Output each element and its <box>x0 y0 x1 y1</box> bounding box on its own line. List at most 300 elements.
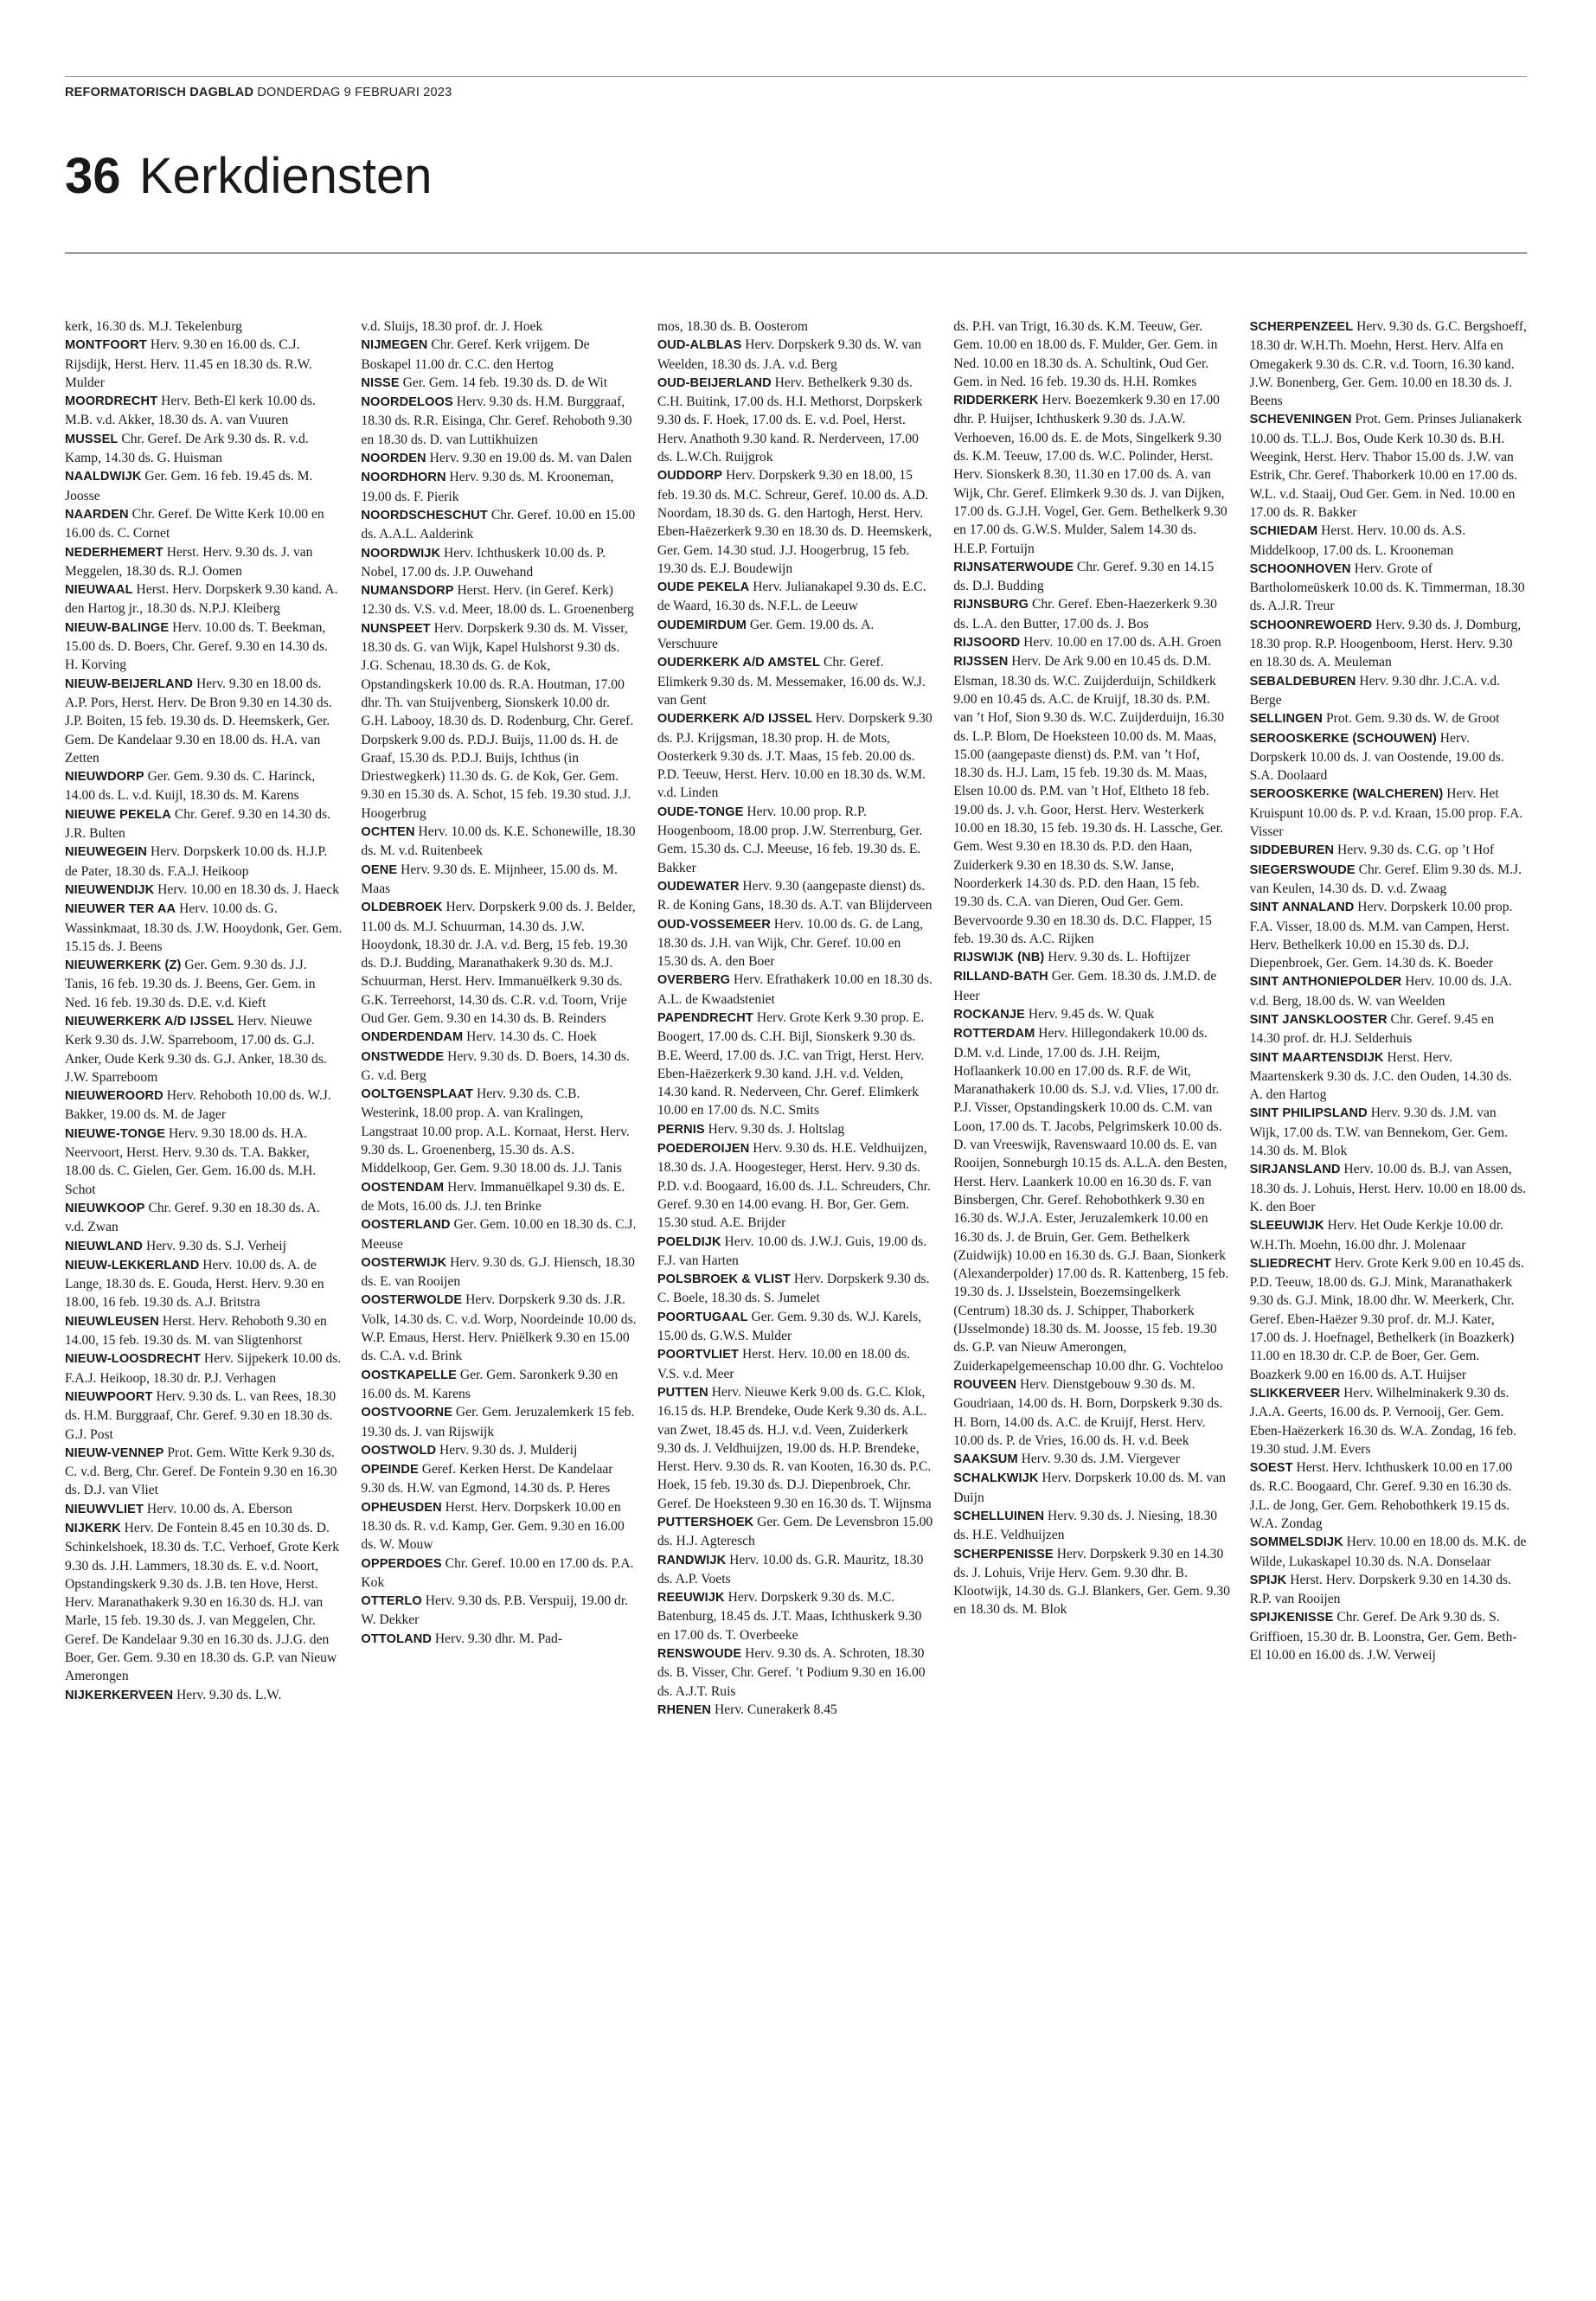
service-entry <box>361 581 638 619</box>
entry-place: SPIJKENISSE <box>1249 1611 1334 1625</box>
entry-text: Herv. 9.30 dhr. M. Pad- <box>434 1631 563 1646</box>
service-entry <box>1250 785 1527 841</box>
entry-place: SINT ANTHONIEPOLDER <box>1249 975 1402 990</box>
service-entry <box>65 1500 342 1519</box>
service-entry <box>657 317 934 336</box>
entry-place: OOSTVOORNE <box>361 1406 453 1420</box>
service-entry <box>361 1592 638 1630</box>
entry-place: PUTTERSHOEK <box>657 1516 754 1529</box>
entry-place: NIEUWKOOP <box>65 1201 145 1215</box>
service-entry <box>65 1199 342 1237</box>
entry-place: SCHIEDAM <box>1249 524 1318 539</box>
service-entry <box>953 1024 1230 1375</box>
service-entry <box>657 1701 934 1720</box>
service-entry <box>65 580 342 619</box>
entry-text: Herv. De Ark 9.00 en 10.45 ds. D.M. Elsman, 18.30 ds. W.C. Zuijderduijn, Schildkerk 9.00 en 10.45 ds. A.C. de Kruijf, 18.30 ds. P.M. van ’t Hof, Sion 9.30 ds. W.C. Zuijderduijn, 16.30 ds. L.P. Blom, De Hoeksteen 10.00 ds. M. Maas, 15.00 (aangepaste dienst) ds. P.M. van ’t Hof, 18.30 ds. H.J. Lam, 15 feb. 19.30 ds. M. Maas, Elsen 10.00 ds. P.M. van ’t Hof, Eltheto 18 feb. 19.00 ds. J. v.h. Goor, Herst. Herv. Westerkerk 10.00 en 18.30, 15 feb. 19.30 ds. H. Lassche, Ger. Gem. West 9.30 en 18.30 ds. P.D. den Haan, Zuiderkerk 9.30 en 18.30 ds. S.W. Janse, Noorderkerk 14.30 ds. P.D. den Haan, 15 feb. 19.30 ds. C.A. van Dieren, Oud Ger. Gem. Bevervoorde 9.30 en 18.30 ds. D.C. Flapper, 15 feb. 19.30 ds. A.C. Rijken <box>953 654 1225 946</box>
entry-place: PAPENDRECHT <box>657 1010 753 1025</box>
entry-text: Ger. Gem. Saronkerk 9.30 en 16.00 ds. M. Karens <box>361 1367 619 1401</box>
service-entry <box>65 1444 342 1500</box>
service-entry <box>65 1686 342 1705</box>
entry-place: SLIEDRECHT <box>1249 1256 1331 1271</box>
entry-text: Ger. Gem. 9.30 ds. W.J. Karels, 15.00 ds. G.W.S. Mulder <box>657 1309 922 1344</box>
service-entry <box>657 1551 934 1589</box>
service-entry <box>1250 709 1527 728</box>
entry-text: Ger. Gem. 14 feb. 19.30 ds. D. de Wit <box>402 375 608 390</box>
entry-text: Ger. Gem. 16 feb. 19.45 ds. M. Joosse <box>65 469 313 503</box>
entry-place: OUDEWATER <box>657 879 740 894</box>
entry-text: Herst. Herv. 10.00 ds. A.S. Middelkoop, 17.00 ds. L. Krooneman <box>1249 523 1466 558</box>
service-entry <box>361 336 638 374</box>
entry-text: Herv. 9.30 18.00 ds. H.A. Neervoort, Herst. Herv. 9.30 ds. T.A. Bakker, 18.00 ds. C. Gielen, Ger. Gem. 16.00 ds. M.H. Schot <box>65 1125 317 1197</box>
entry-text: ds. P.H. van Trigt, 16.30 ds. K.M. Teeuw, Ger. Gem. 10.00 en 18.00 ds. F. Mulder, Ger. Gem. in Ned. 10.00 en 18.30 ds. A. Schultink, Oud Ger. Gem. in Ned. 16 feb. 19.30 ds. H.H. Romkes <box>953 319 1218 389</box>
entry-place: NIEUWER TER AA <box>65 902 176 917</box>
service-entry <box>1250 522 1527 560</box>
service-entry <box>1250 1608 1527 1664</box>
entry-text: Herv. 10.00 ds. A. Eberson <box>146 1501 292 1516</box>
entry-place: NIEUW-LOOSDRECHT <box>65 1352 201 1367</box>
service-entry <box>657 466 934 578</box>
entry-text: Chr. Geref. 9.30 en 18.30 ds. A. v.d. Zwan <box>65 1200 320 1235</box>
entry-text: Herst. Herv. Dorpskerk 9.30 kand. A. den Hartog jr., 18.30 ds. N.P.J. Kleiberg <box>65 582 338 617</box>
entry-text: Herv. Grote of Bartholomeüskerk 10.00 ds. K. Timmerman, 18.30 ds. A.J.R. Treur <box>1249 561 1525 614</box>
service-entry <box>1250 1010 1527 1048</box>
service-entry <box>65 1388 342 1444</box>
service-entry <box>361 468 638 506</box>
entry-text: Ger. Gem. 9.30 ds. J.J. Tanis, 16 feb. 19.30 ds. J. Beens, Ger. Gem. in Ned. 16 feb. 19.30 ds. D.E. v.d. Kieft <box>65 958 316 1010</box>
entry-text: Herv. Het Kruispunt 10.00 ds. P. v.d. Kraan, 15.00 prop. F.A. Visser <box>1249 786 1523 840</box>
entry-text: Herv. Sijpekerk 10.00 ds. F.A.J. Heikoop, 18.30 dr. P.J. Verhagen <box>65 1351 342 1386</box>
service-entry <box>361 393 638 449</box>
entry-place: RIDDERKERK <box>953 394 1039 408</box>
service-entry <box>361 506 638 544</box>
entry-text: Herst. Herv. Ichthuskerk 10.00 en 17.00 ds. R.C. Boogaard, Chr. Geref. 9.30 en 16.30 ds. J.L. de Jong, Ger. Gem. Rehobothkerk 19.15 ds. W.A. Zondag <box>1249 1460 1513 1531</box>
service-entry <box>65 843 342 881</box>
service-entry <box>657 336 934 374</box>
service-entry <box>65 392 342 430</box>
entry-text: Chr. Geref. Eben-Haezerkerk 9.30 ds. L.A. den Butter, 17.00 ds. J. Bos <box>953 597 1217 631</box>
entry-place: OUD-BEIJERLAND <box>657 375 772 390</box>
entry-text: Herv. 9.30 ds. G.J. Hiensch, 18.30 ds. E. van Rooijen <box>361 1254 635 1290</box>
service-entry <box>1250 1160 1527 1216</box>
entry-place: SCHERPENISSE <box>953 1547 1054 1561</box>
entry-place: SIRJANSLAND <box>1249 1163 1341 1177</box>
entry-place: RIJSSEN <box>953 655 1009 670</box>
entry-place: SCHOONHOVEN <box>1249 561 1351 576</box>
service-entry <box>1250 1533 1527 1571</box>
entry-place: SLEEUWIJK <box>1249 1219 1324 1234</box>
entry-text: Herv. 9.30 en 18.00 ds. A.P. Pors, Herst. Herv. De Bron 9.30 en 14.30 ds. J.P. Boiten, 15 feb. 19.30 ds. D. Heemskerk, Ger. Gem. De Kandelaar 9.30 en 18.00 ds. H.A. van Zetten <box>65 676 332 766</box>
column-1 <box>65 317 342 2272</box>
entry-text: Herst. Herv. Maartenskerk 9.30 ds. J.C. den Ouden, 14.30 ds. A. den Hartog <box>1249 1049 1512 1103</box>
service-entry <box>657 1308 934 1346</box>
entry-place: NIJKERKERVEEN <box>65 1688 174 1702</box>
entry-text: Chr. Geref. 9.30 en 14.30 ds. J.R. Bulten <box>65 806 331 842</box>
entry-text: Herv. Nieuwe Kerk 9.00 ds. G.C. Klok, 16.15 ds. H.P. Brendeke, Oude Kerk 9.30 ds. A.L. van Zwet, 18.45 ds. H.J. v.d. Veen, Zuiderkerk 9.30 ds. J. Veldhuijzen, 19.00 ds. H.P. Brendeke, Herst. Herv. 9.30 ds. R. van Kooten, 16.30 ds. P.C. Hoek, 15 feb. 19.30 ds. D.J. Diepenbroek, Chr. Geref. De Hoeksteen 9.30 en 16.30 ds. T. Wijnsma <box>657 1384 932 1511</box>
column-4 <box>953 317 1230 2272</box>
service-entry <box>361 1630 638 1649</box>
service-entry <box>657 1513 934 1551</box>
service-entry <box>657 971 934 1009</box>
entry-text: Chr. Geref. De Witte Kerk 10.00 en 16.00 ds. C. Cornet <box>65 506 324 542</box>
entry-text: Prot. Gem. 9.30 ds. W. de Groot <box>1325 711 1500 727</box>
entry-place: SAAKSUM <box>953 1452 1018 1467</box>
service-entry <box>361 898 638 1028</box>
entry-place: OPEINDE <box>361 1463 419 1477</box>
service-entry <box>953 317 1230 391</box>
entry-text: Herv. 9.30 (aangepaste dienst) ds. R. de Koning Gans, 18.30 ds. A.T. van Blijderveen <box>657 878 933 913</box>
service-entry <box>657 1270 934 1308</box>
service-entry <box>1250 410 1527 522</box>
entry-text: Herv. De Fontein 8.45 en 10.30 ds. D. Schinkelshoek, 18.30 ds. T.C. Verhoef, Grote Kerk 9.30 ds. J.H. Lammers, 18.30 ds. E. v.d. Noort, Opstandingskerk 9.30 ds. J.B. ten Hove, Herst. Herv. Maranathakerk 9.30 en 16.30 ds. H.J. van Marle, 15 feb. 19.30 ds. J. van Meggelen, Chr. Geref. De Kandelaar 9.30 en 16.30 ds. J.J.G. den Boer, Ger. Gem. 9.30 en 18.30 ds. G.P. van Nieuw Amerongen <box>65 1521 340 1684</box>
entry-place: SIEGERSWOUDE <box>1249 862 1356 877</box>
entry-place: NIEUWE PEKELA <box>65 807 171 822</box>
entry-text: Herv. 9.30 ds. J. Niesing, 18.30 ds. H.E. Veldhuijzen <box>953 1509 1218 1543</box>
entry-place: OPPERDOES <box>361 1556 442 1571</box>
entry-place: POEDEROIJEN <box>657 1142 750 1157</box>
entry-text: Herv. 14.30 ds. C. Hoek <box>466 1029 597 1045</box>
entry-text: Herv. Dorpskerk 9.30 ds. C. Boele, 18.30 ds. S. Jumelet <box>657 1272 930 1306</box>
entry-text: Herv. Dorpskerk 10.00 ds. M. van Duijn <box>953 1471 1226 1505</box>
service-entry <box>657 616 934 654</box>
entry-place: OPHEUSDEN <box>361 1500 442 1515</box>
entry-text: Herv. Julianakapel 9.30 ds. E.C. de Waard, 16.30 ds. N.F.L. de Leeuw <box>657 580 926 614</box>
service-entry <box>1250 1571 1527 1609</box>
service-entry <box>361 1048 638 1086</box>
service-entry <box>65 1237 342 1256</box>
service-entry <box>361 449 638 468</box>
service-entry <box>361 861 638 899</box>
entry-text: Herv. Cunerakerk 8.45 <box>714 1702 837 1717</box>
entry-place: OOSTKAPELLE <box>361 1368 457 1382</box>
service-entry <box>361 544 638 582</box>
service-entry <box>953 1005 1230 1024</box>
service-entry <box>361 317 638 336</box>
entry-text: Herv. 10.00 ds. J.A. v.d. Berg, 18.00 ds. W. van Weelden <box>1249 974 1512 1009</box>
entry-text: Herv. Bethelkerk 9.30 ds. C.H. Buitink, 17.00 ds. H.I. Methorst, Dorpskerk 9.30 ds. F. Hoek, 17.00 ds. E. v.d. Poel, Herst. Herv. Anathoth 9.30 kand. R. Nerderveen, 17.00 ds. L.W.Ch. Ruijgrok <box>657 375 923 465</box>
entry-place: SCHOONREWOERD <box>1249 618 1373 632</box>
column-2 <box>361 317 638 2272</box>
service-entry <box>953 967 1230 1005</box>
entry-text: Herv. Dorpskerk 9.30 ds. W. van Weelden, 18.30 ds. J.A. v.d. Berg <box>657 337 922 372</box>
entry-text: Herv. Immanuëlkapel 9.30 ds. E. de Mots, 16.00 ds. J.J. ten Brinke <box>361 1179 625 1214</box>
entry-text: Herv. 9.30 ds. P.B. Verspuij, 19.00 dr. W. Dekker <box>361 1593 629 1628</box>
service-entry <box>953 1375 1230 1450</box>
service-entry <box>65 505 342 543</box>
entry-text: Chr. Geref. De Ark 9.30 ds. R. v.d. Kamp, 14.30 ds. G. Huisman <box>65 431 309 466</box>
entry-place: SELLINGEN <box>1249 712 1324 727</box>
service-entry <box>65 1086 342 1125</box>
entry-place: NOORDELOOS <box>361 395 453 410</box>
service-entry <box>657 653 934 709</box>
entry-text: Herv. 9.45 ds. W. Quak <box>1028 1006 1155 1022</box>
entry-place: OUD-VOSSEMEER <box>657 917 771 932</box>
entry-place: NOORDHORN <box>361 471 446 485</box>
entry-place: SEBALDEBUREN <box>1249 674 1356 689</box>
service-entry <box>65 619 342 675</box>
entry-place: OOSTERWIJK <box>361 1255 447 1270</box>
entry-text: Chr. Geref. 10.00 en 15.00 ds. A.A.L. Aalderink <box>361 507 636 542</box>
entry-place: OOLTGENSPLAAT <box>361 1087 474 1102</box>
service-entry <box>1250 616 1527 672</box>
service-entry <box>65 1349 342 1388</box>
service-entry <box>657 1139 934 1232</box>
entry-place: POORTVLIET <box>657 1348 740 1362</box>
entry-place: NIEUWAAL <box>65 583 133 598</box>
entry-place: OUDE-TONGE <box>657 804 744 819</box>
entry-place: REEUWIJK <box>657 1591 725 1606</box>
entry-text: Herv. Dorpskerk 10.00 ds. H.J.P. de Pater, 18.30 ds. F.A.J. Heikoop <box>65 844 328 879</box>
entry-place: NIEUWERKERK (Z) <box>65 958 182 973</box>
entry-text: Chr. Geref. Elim 9.30 ds. M.J. van Keulen, 14.30 ds. D. v.d. Zwaag <box>1249 862 1522 896</box>
entry-place: NIJKERK <box>65 1522 121 1535</box>
entry-text: Ger. Gem. De Levensbron 15.00 ds. H.J. Agteresch <box>657 1515 933 1549</box>
entry-text: Chr. Geref. 10.00 en 17.00 ds. P.A. Kok <box>361 1555 634 1590</box>
entry-text: Chr. Geref. 9.45 en 14.30 prof. dr. H.J. Selderhuis <box>1249 1011 1495 1047</box>
entry-text: Herv. 9.30 ds. A. Schroten, 18.30 ds. B. Visser, Chr. Geref. ’t Podium 9.30 en 16.00 ds. A.J.T. Ruis <box>657 1646 926 1699</box>
service-entry <box>657 877 934 915</box>
entry-text: Herv. Het Oude Kerkje 10.00 dr. W.H.Th. Moehn, 16.00 dhr. J. Molenaar <box>1249 1218 1503 1253</box>
entry-place: ONSTWEDDE <box>361 1049 445 1064</box>
service-entry <box>65 543 342 581</box>
entry-place: OVERBERG <box>657 973 731 988</box>
service-entry <box>1250 1048 1527 1105</box>
entry-text: Ger. Gem. Jeruzalemkerk 15 feb. 19.30 ds. J. van Rijswijk <box>361 1405 635 1439</box>
entry-place: SPIJK <box>1249 1573 1287 1587</box>
service-entry <box>361 1178 638 1216</box>
entry-text: Herv. Dorpskerk 9.30 ds. P.J. Krijgsman, 18.30 prop. H. de Mots, Oosterkerk 9.30 ds. J.T. Maas, 15 feb. 20.00 ds. P.D. Teeuw, Herst. Herv. 10.00 en 18.30 ds. W.M. v.d. Linden <box>657 711 933 801</box>
entry-place: SEROOSKERKE (WALCHEREN) <box>1249 787 1444 802</box>
entry-text: Herv. 10.00 en 18.00 ds. M.K. de Wilde, Lukaskapel 10.30 ds. N.A. Donselaar <box>1249 1535 1527 1569</box>
entry-place: NIEUWLAND <box>65 1239 144 1253</box>
entry-place: POORTUGAAL <box>657 1310 748 1324</box>
entry-place: NIEUWPOORT <box>65 1389 153 1404</box>
entry-text: Herv. 9.30 ds. E. Mijnheer, 15.00 ds. M. Maas <box>361 862 618 896</box>
entry-text: Herst. Herv. (in Geref. Kerk) 12.30 ds. V.S. v.d. Meer, 18.00 ds. L. Groenenberg <box>361 583 634 618</box>
entry-place: SOMMELSDIJK <box>1249 1535 1343 1550</box>
entry-text: Herv. 10.00 ds. K.E. Schonewille, 18.30 ds. M. v.d. Ruitenbeek <box>361 824 636 859</box>
entry-place: NOORDEN <box>361 452 426 466</box>
entry-place: SOEST <box>1249 1461 1293 1476</box>
entry-place: NISSE <box>361 375 400 390</box>
service-entry <box>953 652 1230 948</box>
service-entry <box>361 823 638 861</box>
service-entry <box>953 1469 1230 1507</box>
service-entry <box>953 948 1230 967</box>
entry-text: Herv. Grote Kerk 9.30 prop. E. Boogert, 17.00 ds. C.H. Bijl, Sionskerk 9.30 ds. B.E. Weerd, 17.00 ds. J.C. van Trigt, Herst. Herv. Eben-Haëzerkerk 9.30 kand. J.H. v.d. Velden, 14.30 kand. R. Nederveen, Chr. Geref. Elimkerk 10.00 en 17.00 ds. N.C. Smits <box>657 1009 925 1118</box>
masthead-paper-name: REFORMATORISCH DAGBLAD <box>65 86 254 99</box>
service-entry <box>657 1233 934 1271</box>
entry-text: Herv. 10.00 ds. B.J. van Assen, 18.30 ds. J. Lohuis, Herst. Herv. 10.00 en 18.00 ds. K. den Boer <box>1249 1162 1527 1215</box>
column-5 <box>1250 317 1527 2272</box>
entry-place: NIEUW-VENNEP <box>65 1445 164 1460</box>
service-entry <box>953 558 1230 596</box>
service-entry <box>65 1012 342 1086</box>
page-title: Kerkdiensten <box>139 148 433 204</box>
entry-place: NOORDWIJK <box>361 546 441 561</box>
entry-text: Herv. 9.30 en 16.00 ds. C.J. Rijsdijk, Herst. Herv. 11.45 en 18.30 ds. R.W. Mulder <box>65 337 312 390</box>
entry-text: Herv. Dorpskerk 9.30 en 14.30 ds. J. Lohuis, Vrije Herv. Gem. 9.30 dhr. B. Klootwijk, 14.30 ds. G.J. Blankers, Ger. Gem. 9.30 en 18.30 ds. M. Blok <box>953 1546 1230 1618</box>
service-entry <box>1250 1254 1527 1384</box>
entry-text: Herv. Dorpskerk 10.00 ds. J. van Oostende, 19.00 ds. S.A. Doolaard <box>1249 730 1504 784</box>
entry-text: Herv. Nieuwe Kerk 9.30 ds. J.W. Sparreboom, 17.00 ds. G.J. Anker, Oude Kerk 9.30 ds. G.J. Anker, 18.30 ds. J.W. Sparreboom <box>65 1013 327 1085</box>
entry-place: POELDIJK <box>657 1234 721 1249</box>
entry-place: SCHERPENZEEL <box>1249 320 1354 334</box>
entry-text: Herv. 9.30 ds. J.M. Viergever <box>1021 1452 1180 1467</box>
entry-text: Chr. Geref. 9.30 en 14.15 ds. D.J. Budding <box>953 559 1215 594</box>
service-entry <box>1250 1104 1527 1160</box>
entry-place: OUDEMIRDUM <box>657 618 747 632</box>
entry-place: NEDERHEMERT <box>65 545 163 560</box>
entry-text: Herv. 9.30 ds. H.M. Burggraaf, 18.30 ds. R.R. Eisinga, Chr. Geref. Rehoboth 9.30 en 18.30 ds. D. van Luttikhuizen <box>361 394 632 447</box>
entry-text: Herv. 9.30 ds. L. van Rees, 18.30 ds. H.M. Burggraaf, Chr. Geref. 9.30 en 18.30 ds. G.J. Post <box>65 1388 337 1442</box>
entry-place: NAARDEN <box>65 507 129 522</box>
entry-text: Herv. 9.30 ds. J. Holtslag <box>708 1121 845 1137</box>
entry-text: Herv. 9.30 ds. J.M. van Wijk, 17.00 ds. T.W. van Bennekom, Ger. Gem. 14.30 ds. M. Blok <box>1249 1106 1508 1159</box>
entry-text: Chr. Geref. Elimkerk 9.30 ds. M. Messemaker, 16.00 ds. W.J. van Gent <box>657 655 926 708</box>
service-entry <box>657 374 934 466</box>
entry-place: NIEUWEGEIN <box>65 845 148 860</box>
masthead-date: DONDERDAG 9 FEBRUARI 2023 <box>257 86 452 99</box>
entry-text: Herv. Dorpskerk 9.30 ds. J.R. Volk, 14.30 ds. C. v.d. Worp, Noordeinde 10.00 ds. W.P. Emaus, Herst. Herv. Pniëlkerk 9.30 en 15.00 ds. C.A. v.d. Brink <box>361 1292 637 1364</box>
entry-place: RIJSOORD <box>953 636 1021 651</box>
entry-text: mos, 18.30 ds. B. Oosterom <box>657 319 808 334</box>
entry-text: Herst. Herv. Dorpskerk 9.30 en 14.30 ds. R.P. van Rooijen <box>1249 1572 1512 1607</box>
entry-text: Herv. 10.00 en 17.00 ds. A.H. Groen <box>1023 635 1221 651</box>
service-entry <box>65 467 342 505</box>
entry-text: Herv. 9.30 ds. D. Boers, 14.30 ds. G. v.d. Berg <box>361 1048 630 1083</box>
page-number: 36 <box>65 148 121 204</box>
entry-place: PERNIS <box>657 1122 705 1137</box>
entry-place: NOORDSCHESCHUT <box>361 508 488 522</box>
entry-text: Herv. 10.00 en 18.30 ds. J. Haeck <box>157 881 340 897</box>
entry-text: Herv. 9.30 ds. M. Krooneman, 19.00 ds. F. Pierik <box>361 470 614 504</box>
service-entry <box>657 709 934 802</box>
entry-text: Herv. Boezemkerk 9.30 en 17.00 dhr. P. Huijser, Ichthuskerk 9.30 ds. J.A.W. Verhoeven, 16.00 ds. E. de Mots, Singelkerk 9.30 ds. K.M. Teeuw, 17.00 ds. W.C. Polinder, Herst. Herv. Sionskerk 8.30, 11.30 en 17.00 ds. A. van Wijk, Chr. Geref. Elimkerk 9.30 ds. J. van Dijken, 17.00 ds. G.J.H. Vogel, Ger. Gem. Bethelkerk 9.30 en 17.00 ds. G.W.S. Mulder, Salem 14.30 ds. H.E.P. Fortuijn <box>953 393 1227 556</box>
entry-text: Herv. 9.30 ds. H.E. Veldhuijzen, 18.30 ds. J.A. Hoogesteger, Herst. Herv. 9.30 ds. P.D. v.d. Boogaard, 16.00 ds. J.L. Schreuders, Chr. Geref. 9.30 en 14.00 evang. H. Bor, Ger. Gem. 15.30 stud. A.E. Brijder <box>657 1141 931 1231</box>
entry-place: OUDERKERK A/D AMSTEL <box>657 656 821 670</box>
masthead <box>65 76 1527 99</box>
entry-text: Prot. Gem. Witte Kerk 9.30 ds. C. v.d. Berg, Chr. Geref. De Fontein 9.30 en 16.30 ds. D.J. van Vliet <box>65 1445 337 1498</box>
entry-text: Herv. 10.00 ds. G. Wassinkmaat, 18.30 ds. J.W. Hooydonk, Ger. Gem. 15.15 ds. J. Beens <box>65 901 343 954</box>
entry-text: Herv. Dienstgebouw 9.30 ds. M. Goudriaan, 14.00 ds. H. Born, Dorpskerk 9.30 ds. H. Born, 14.00 ds. A.C. de Kruijf, Herst. Herv. 10.00 ds. P. de Vries, 16.00 ds. H. v.d. Beek <box>953 1376 1223 1448</box>
service-entry <box>65 767 342 805</box>
service-entry <box>953 633 1230 652</box>
entry-place: NIEUWEROORD <box>65 1089 163 1104</box>
entry-text: Herv. 9.30 ds. G.C. Bergshoeff, 18.30 dr. W.H.Th. Moehn, Herst. Herv. Alfa en Omegakerk 9.30 ds. C.R. v.d. Toorn, 16.30 kand. J.W. Bonenberg, Ger. Gem. 10.00 en 18.30 ds. J. Beens <box>1249 319 1527 409</box>
service-entry <box>657 915 934 971</box>
entry-place: RIJNSATERWOUDE <box>953 560 1074 574</box>
entry-text: Herst. Herv. 10.00 en 18.00 ds. V.S. v.d. Meer <box>657 1347 910 1381</box>
entry-text: Herv. 10.00 prop. R.P. Hoogenboom, 18.00 prop. J.W. Sterrenburg, Ger. Gem. 15.30 ds. C.J. Meeuse, 16 feb. 19.30 ds. E. Bakker <box>657 804 923 875</box>
service-entry <box>361 1215 638 1253</box>
entry-place: MUSSEL <box>65 432 119 446</box>
entry-place: OOSTERLAND <box>361 1218 451 1233</box>
entry-place: SINT JANSKLOOSTER <box>1249 1012 1388 1027</box>
entry-text: Herv. Dorpskerk 9.30 en 18.00, 15 feb. 19.30 ds. M.C. Schreur, Geref. 10.00 ds. A.D. Noordam, 18.30 ds. G. den Hartogh, Herst. Herv. Eben-Haëzerkerk 9.30 en 18.30 ds. D. Heemskerk, Ger. Gem. 14.30 stud. J.J. Hoogerbrug, 15 feb. 19.30 ds. E.J. Boudewijn <box>657 468 933 576</box>
service-entry <box>657 1009 934 1120</box>
entry-place: NIEUWENDIJK <box>65 882 155 897</box>
service-entry <box>1250 861 1527 899</box>
entry-text: Herv. Dorpskerk 9.30 ds. M. Visser, 18.30 ds. G. van Wijk, Kapel Hulshorst 9.30 ds. J.G. Schenau, 18.30 ds. G. de Kok, Opstandingskerk 10.00 ds. R.A. Houtman, 17.00 dhr. Th. van Stuijvenberg, Sionskerk 10.00 dr. G.H. Labooy, 18.30 ds. D. Rodenburg, Chr. Geref. Dorpskerk 9.00 ds. P.D.J. Buijs, 11.00 ds. H. de Graaf, 15.30 ds. P.D.J. Buijs, Ichthus (in Driestwegkerk) 11.30 ds. G. de Kok, Ger. Gem. 9.30 en 15.30 ds. A. Schot, 15 feb. 19.30 stud. J.J. Hoogerbrug <box>361 620 634 821</box>
service-entry <box>65 1125 342 1199</box>
entry-text: Herv. Rehoboth 10.00 ds. W.J. Bakker, 19.00 ds. M. de Jager <box>65 1088 331 1123</box>
entry-place: ROCKANJE <box>953 1007 1025 1022</box>
entry-place: OUDERKERK A/D IJSSEL <box>657 712 812 727</box>
entry-place: SINT MAARTENSDIJK <box>1249 1050 1384 1065</box>
service-entry <box>657 1644 934 1701</box>
entry-text: Herv. Beth-El kerk 10.00 ds. M.B. v.d. Akker, 18.30 ds. A. van Vuuren <box>65 394 316 428</box>
entry-text: Herst. Herv. Dorpskerk 10.00 en 18.30 ds. R. v.d. Kamp, Ger. Gem. 9.30 en 16.00 ds. W. Mouw <box>361 1499 625 1553</box>
entry-place: NUMANSDORP <box>361 584 454 599</box>
entry-place: POLSBROEK & VLIST <box>657 1272 791 1287</box>
entry-place: NIEUW-BEIJERLAND <box>65 676 194 691</box>
service-entry <box>657 1120 934 1139</box>
entry-text: Herv. Hillegondakerk 10.00 ds. D.M. v.d. Linde, 17.00 ds. J.H. Reijm, Hoflaankerk 10.00 en 17.00 ds. R.F. de Wit, Maranathakerk 10.00 ds. S.J. v.d. Vlies, 17.00 dr. P.J. Visser, Opstandingskerk 10.00 ds. C.M. van Loon, 17.00 ds. T. Jacobs, Pelgrimskerk 10.00 ds. D. van Vreeswijk, Ravenswaard 10.00 ds. E. van Rooijen, Sonneburgh 10.15 ds. A.L.A. den Besten, Herst. Herv. Laankerk 10.00 en 16.30 ds. F. van Binsbergen, Chr. Geref. Rehobothkerk 9.30 en 16.30 ds. W.J.A. Ester, Jeruzalemkerk 10.00 en 16.30 ds. J. de Bruin, Ger. Gem. Bethelkerk (Zuidwijk) 10.00 en 16.30 ds. G.J. Baan, Sionkerk (Alexanderpolder) 17.00 ds. R. Kattenberg, 15 feb. 19.30 ds. J. IJsselstein, Boezemsingelkerk (Centrum) 18.30 ds. J. Schipper, Thaborkerk (IJsselmonde) 18.30 ds. M. Joosse, 15 feb. 19.30 ds. G.P. van Nieuw Amerongen, Zuiderkapelgemeenschap 10.00 dhr. G. Vochteloo <box>953 1026 1229 1374</box>
entry-text: Herv. 9.30 ds. C.B. Westerink, 18.00 prop. A. van Kralingen, Langstraat 10.00 prop. A.L. Kornaat, Herst. Herv. 9.30 ds. L. Groenenberg, 15.30 ds. A.S. Middelkoop, Ger. Gem. 9.30 18.00 ds. J.J. Tanis <box>361 1086 630 1176</box>
service-entry <box>1250 560 1527 616</box>
service-entry <box>361 1554 638 1593</box>
entry-place: ROUVEEN <box>953 1377 1017 1392</box>
listing-columns <box>65 317 1527 2272</box>
entry-text: Herst. Herv. Rehoboth 9.30 en 14.00, 15 feb. 19.30 ds. M. van Sligtenhorst <box>65 1313 327 1349</box>
entry-text: Herv. Dorpskerk 9.00 ds. J. Belder, 11.00 ds. M.J. Schuurman, 14.30 ds. J.W. Hooydonk, 18.30 dr. J.A. v.d. Berg, 15 feb. 19.30 ds. D.J. Budding, Maranathakerk 9.30 ds. M.J. Schuurman, Herst. Herv. Immanuëlkerk 9.30 ds. G.K. Terreehorst, 14.30 ds. C.R. v.d. Toorn, Vrije Oud Ger. Gem. 9.30 en 14.30 ds. B. Reinders <box>361 900 636 1026</box>
entry-place: OTTERLO <box>361 1594 422 1609</box>
service-entry <box>953 1507 1230 1545</box>
entry-text: Prot. Gem. Prinses Julianakerk 10.00 ds. T.L.J. Bos, Oude Kerk 10.30 ds. B.H. Weegink, Herst. Herv. Thabor 15.00 ds. J.W. van Estrik, Chr. Geref. Thaborkerk 10.00 en 17.00 ds. W.L. v.d. Staaij, Oud Ger. Gem. in Ned. 10.00 en 17.00 ds. R. Bakker <box>1249 412 1522 520</box>
entry-place: MOORDRECHT <box>65 394 158 409</box>
service-entry <box>361 374 638 393</box>
service-entry <box>953 1450 1230 1469</box>
entry-text: Herv. 9.30 ds. L.W. <box>176 1687 282 1702</box>
service-entry <box>1250 1458 1527 1533</box>
service-entry <box>65 430 342 468</box>
entry-place: OOSTWOLD <box>361 1443 437 1458</box>
entry-place: NIEUWLEUSEN <box>65 1314 159 1329</box>
service-entry <box>65 336 342 392</box>
entry-text: Herv. 10.00 ds. A. de Lange, 18.30 ds. E. Gouda, Herst. Herv. 9.30 en 18.00, 16 feb. 19.30 ds. A.J. Britstra <box>65 1257 324 1311</box>
entry-text: Ger. Gem. 18.30 ds. J.M.D. de Heer <box>953 969 1217 1003</box>
entry-text: Ger. Gem. 10.00 en 18.30 ds. C.J. Meeuse <box>361 1217 637 1252</box>
entry-text: Herv. 9.30 en 19.00 ds. M. van Dalen <box>429 451 632 466</box>
entry-text: Herv. Dorpskerk 10.00 prop. F.A. Visser, 18.00 ds. M.M. van Campen, Herst. Herv. Bethelkerk 10.00 en 15.30 ds. D.J. Diepenbroek, Ger. Gem. 14.30 ds. K. Boeder <box>1249 900 1513 971</box>
entry-text: Herst. Herv. 9.30 ds. J. van Meggelen, 18.30 ds. R.J. Oomen <box>65 544 313 579</box>
entry-place: OUDE PEKELA <box>657 580 750 595</box>
service-entry <box>361 1253 638 1292</box>
service-entry <box>361 1441 638 1460</box>
entry-place: RANDWIJK <box>657 1553 727 1567</box>
entry-place: OOSTENDAM <box>361 1180 445 1195</box>
entry-place: SLIKKERVEER <box>1249 1386 1341 1400</box>
service-entry <box>361 1366 638 1404</box>
entry-place: OTTOLAND <box>361 1631 433 1646</box>
service-entry <box>953 391 1230 558</box>
entry-text: Herv. 9.30 ds. J. Domburg, 18.30 prop. R.P. Hoogenboom, Herst. Herv. 9.30 en 18.30 ds. A. Meuleman <box>1249 617 1522 670</box>
service-entry <box>65 956 342 1012</box>
entry-text: Herv. 9.30 dhr. J.C.A. v.d. Berge <box>1249 673 1500 708</box>
entry-place: NIEUWVLIET <box>65 1502 144 1516</box>
entry-text: Herv. Ichthuskerk 10.00 ds. P. Nobel, 17.00 ds. J.P. Ouwehand <box>361 545 606 580</box>
service-entry <box>361 1460 638 1498</box>
entry-place: SEROOSKERKE (SCHOUWEN) <box>1249 731 1437 746</box>
entry-place: NIEUW-BALINGE <box>65 620 170 635</box>
service-entry <box>1250 972 1527 1010</box>
entry-text: Herv. 10.00 ds. J.W.J. Guis, 19.00 ds. F.J. van Harten <box>657 1234 927 1268</box>
service-entry <box>65 881 342 900</box>
entry-text: Herv. Wilhelminakerk 9.30 ds. J.A.A. Geerts, 16.00 ds. P. Vernooij, Ger. Gem. Eben-Haëzerkerk 16.30 ds. W.A. Zondag, 16 feb. 19.30 stud. J.M. Evers <box>1249 1385 1516 1457</box>
entry-text: Chr. Geref. Kerk vrijgem. De Boskapel 11.00 dr. C.C. den Hertog <box>361 337 590 372</box>
entry-place: ROTTERDAM <box>953 1027 1035 1042</box>
entry-place: SIDDEBUREN <box>1249 843 1335 858</box>
